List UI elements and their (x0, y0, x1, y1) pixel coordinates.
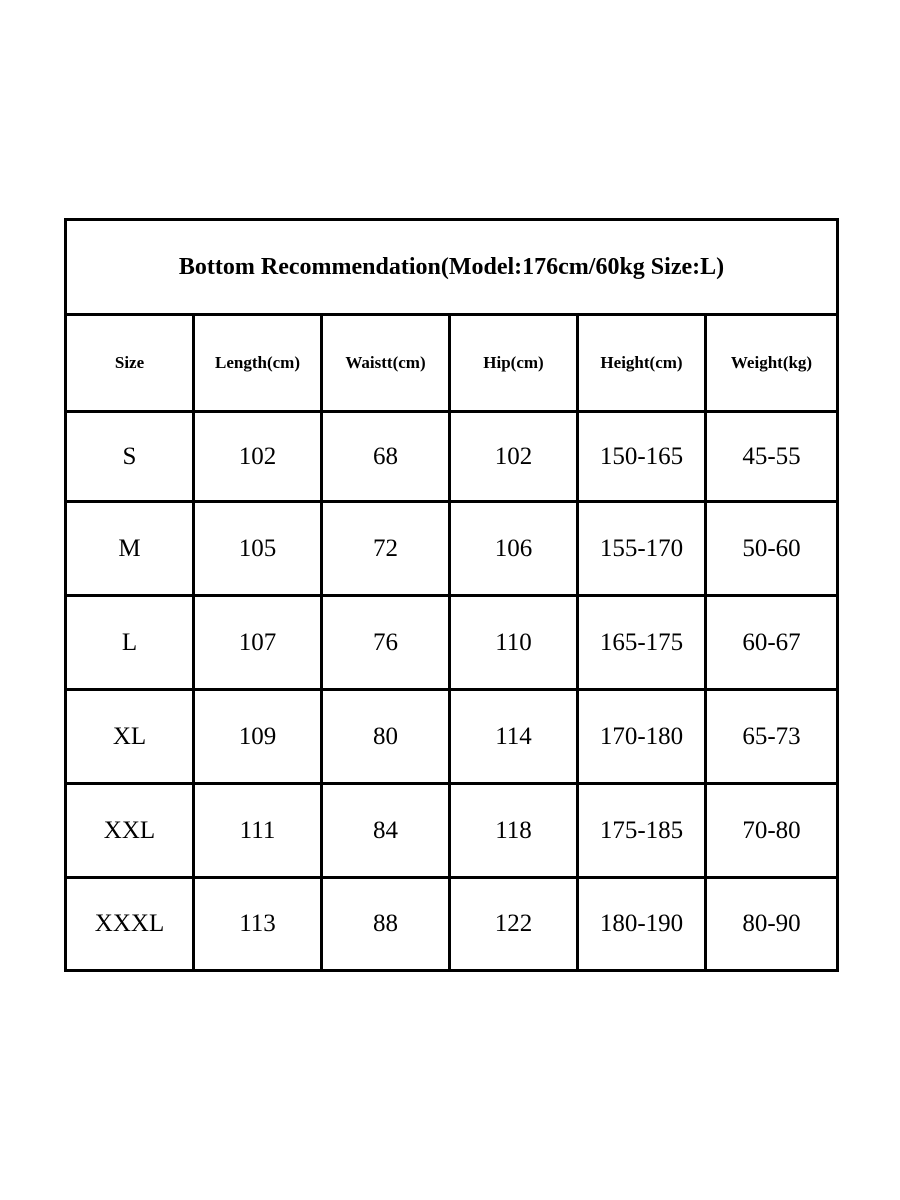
cell-height: 155-170 (578, 502, 706, 596)
cell-hip: 122 (450, 878, 578, 971)
table-row (66, 596, 838, 690)
cell-length: 102 (194, 412, 322, 502)
cell-weight: 80-90 (706, 878, 838, 971)
table-row (66, 502, 838, 596)
cell-length: 107 (194, 596, 322, 690)
cell-height: 165-175 (578, 596, 706, 690)
cell-size: XXL (66, 784, 194, 878)
cell-waist: 80 (322, 690, 450, 784)
cell-length: 111 (194, 784, 322, 878)
cell-waist: 84 (322, 784, 450, 878)
cell-height: 175-185 (578, 784, 706, 878)
cell-hip: 106 (450, 502, 578, 596)
title-row (66, 220, 838, 315)
cell-weight: 50-60 (706, 502, 838, 596)
cell-height: 170-180 (578, 690, 706, 784)
size-chart-table (64, 218, 839, 972)
header-row (66, 315, 838, 412)
cell-hip: 102 (450, 412, 578, 502)
cell-weight: 70-80 (706, 784, 838, 878)
column-header-weight: Weight(kg) (706, 315, 838, 412)
cell-height: 150-165 (578, 412, 706, 502)
cell-length: 109 (194, 690, 322, 784)
cell-waist: 68 (322, 412, 450, 502)
cell-waist: 76 (322, 596, 450, 690)
table-row (66, 878, 838, 971)
cell-hip: 114 (450, 690, 578, 784)
cell-size: S (66, 412, 194, 502)
cell-hip: 110 (450, 596, 578, 690)
cell-waist: 72 (322, 502, 450, 596)
table-title: Bottom Recommendation(Model:176cm/60kg Size:L) (66, 220, 838, 315)
column-header-height: Height(cm) (578, 315, 706, 412)
column-header-length: Length(cm) (194, 315, 322, 412)
cell-height: 180-190 (578, 878, 706, 971)
table-row (66, 784, 838, 878)
cell-weight: 45-55 (706, 412, 838, 502)
cell-size: XXXL (66, 878, 194, 971)
cell-hip: 118 (450, 784, 578, 878)
column-header-size: Size (66, 315, 194, 412)
table-row (66, 690, 838, 784)
cell-waist: 88 (322, 878, 450, 971)
cell-length: 105 (194, 502, 322, 596)
cell-weight: 65-73 (706, 690, 838, 784)
cell-size: XL (66, 690, 194, 784)
cell-size: M (66, 502, 194, 596)
cell-length: 113 (194, 878, 322, 971)
column-header-hip: Hip(cm) (450, 315, 578, 412)
cell-weight: 60-67 (706, 596, 838, 690)
cell-size: L (66, 596, 194, 690)
table-row (66, 412, 838, 502)
column-header-waist: Waistt(cm) (322, 315, 450, 412)
